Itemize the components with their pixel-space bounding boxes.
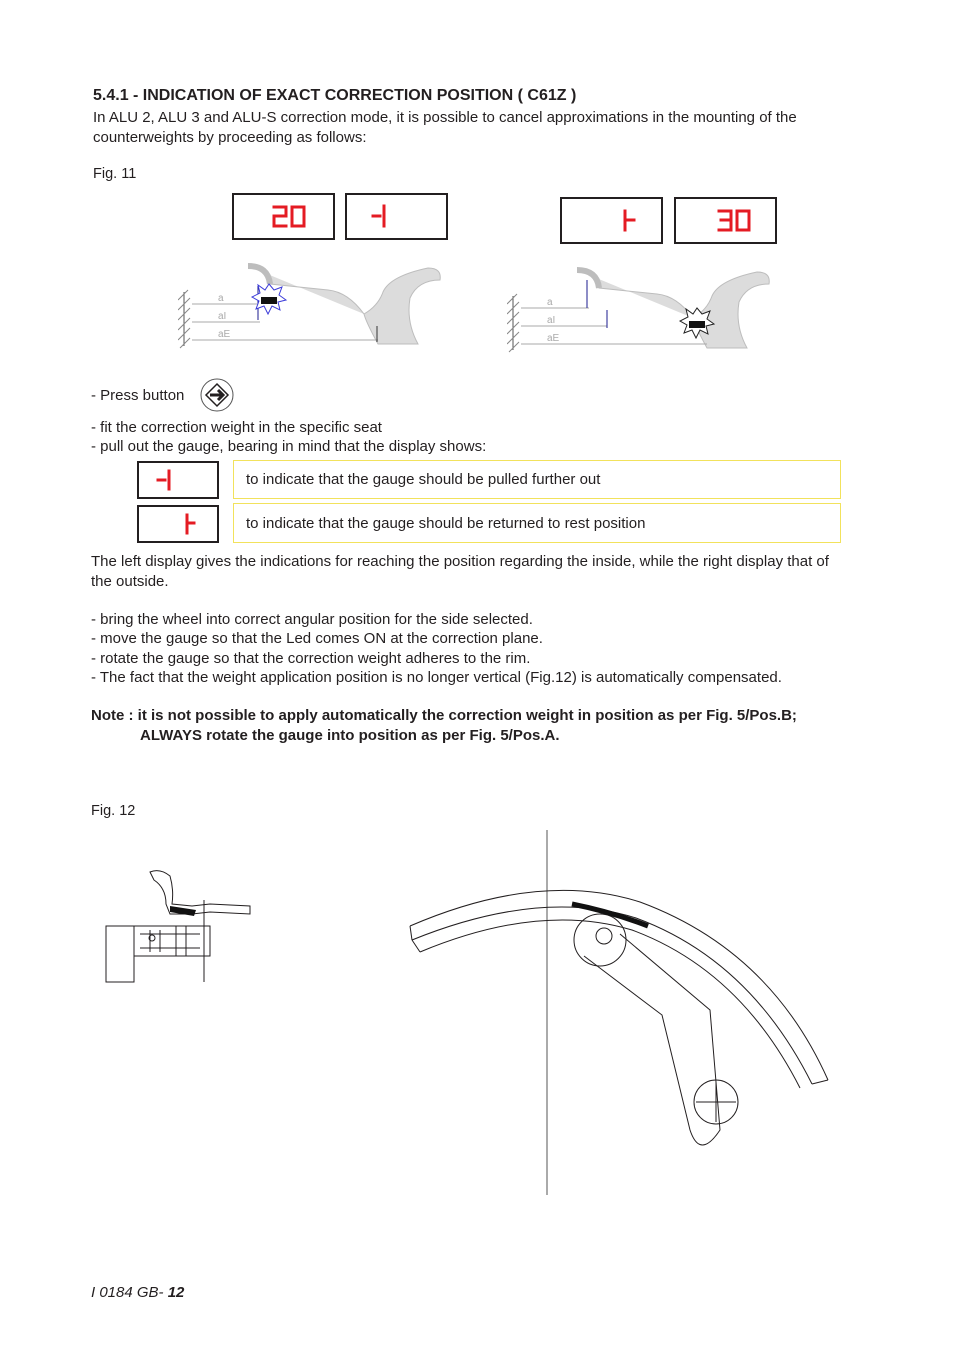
enter-button[interactable] — [199, 377, 235, 413]
display-left-inside-2 — [560, 197, 663, 244]
fig12-label: Fig. 12 — [91, 803, 136, 819]
footer-doc-code: I 0184 GB- — [91, 1284, 168, 1301]
step-angular: - bring the wheel into correct angular position for the side selected. — [91, 611, 533, 628]
explanation-text: The left display gives the indications for reaching the position regarding the inside, while the right display that of the outside. — [91, 553, 829, 590]
symbol-r — [139, 507, 217, 541]
display-right-outside-2 — [674, 197, 777, 244]
rim-label-al: aI — [218, 311, 227, 322]
fig11-label: Fig. 11 — [93, 166, 137, 182]
symbol-minus-1 — [139, 463, 217, 497]
indication-text-pull: to indicate that the gauge should be pulled further out — [233, 460, 841, 499]
step-fit-weight: - fit the correction weight in the specific seat — [91, 419, 382, 436]
display-right-outside — [345, 193, 448, 240]
enter-arrow-icon — [199, 377, 235, 413]
svg-text:a: a — [547, 297, 553, 308]
note-line-2: ALWAYS rotate the gauge into position as per Fig. 5/Pos.A. — [140, 727, 560, 744]
rim-diagram-right — [507, 266, 777, 354]
indication-display-return — [137, 505, 219, 543]
rim-label-a: a — [218, 293, 224, 304]
rim-label-ae: aE — [218, 329, 231, 340]
page-number: 12 — [167, 1284, 185, 1301]
digit-r — [562, 199, 661, 242]
svg-text:aI: aI — [547, 315, 556, 326]
indication-text-return: to indicate that the gauge should be returned to rest position — [233, 503, 841, 543]
step-rotate-gauge: - rotate the gauge so that the correction weight adheres to the rim. — [91, 650, 531, 667]
rim-diagram-left — [178, 262, 448, 350]
digits-30 — [676, 199, 775, 242]
page-footer — [91, 1284, 184, 1301]
step-pull-gauge: - pull out the gauge, bearing in mind that the display shows: — [91, 438, 487, 455]
indication-display-pull — [137, 461, 219, 499]
note-line-1: Note : it is not possible to apply automatically the correction weight in position as per Fig. 5/Pos.B; — [91, 707, 797, 724]
step-move-gauge: - move the gauge so that the Led comes ON at the correction plane. — [91, 630, 543, 647]
svg-text:aE: aE — [547, 333, 560, 344]
fig12-rotated-gauge — [400, 830, 840, 1200]
step-compensated: - The fact that the weight application position is no longer vertical (Fig.12) is automatically compensated. — [91, 669, 782, 686]
intro-text: In ALU 2, ALU 3 and ALU-S correction mode, it is possible to cancel approximations in the mounting of the counterweights by proceeding as follows: — [93, 109, 797, 146]
fig12-side-section — [100, 860, 260, 990]
section-title: 5.4.1 - INDICATION OF EXACT CORRECTION POSITION ( C61Z ) — [93, 87, 577, 104]
digits-minus-1 — [347, 195, 446, 238]
digits-20 — [234, 195, 333, 238]
note — [91, 706, 797, 746]
press-button-text: - Press button — [91, 387, 185, 404]
display-left-inside — [232, 193, 335, 240]
